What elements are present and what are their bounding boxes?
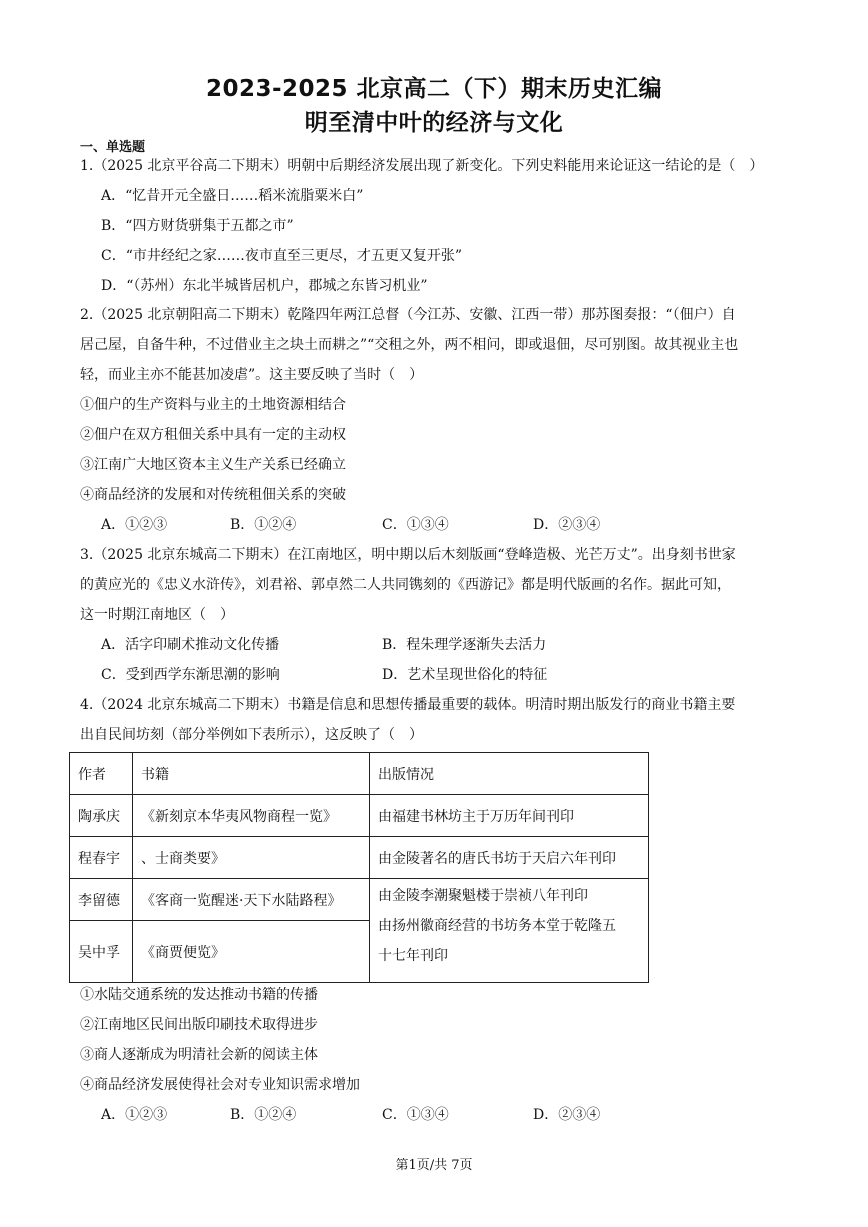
cell-author: 程春宇	[70, 837, 133, 879]
option-d: D．②③④	[533, 1107, 601, 1123]
option-d: D．②③④	[533, 517, 601, 533]
question-stem-line: 2.（2025 北京朝阳高二下期末）乾隆四年两江总督（今江苏、安徽、江西一带）那苏图奏报：“（佃户）自	[80, 307, 736, 323]
question-stem-line: 4.（2024 北京东城高二下期末）书籍是信息和思想传播最重要的载体。明清时期出版发行的商业书籍主要	[80, 697, 736, 713]
statement-2: ②佃户在双方租佃关系中具有一定的主动权	[80, 427, 346, 443]
cell-author: 李留德	[70, 879, 133, 921]
cell-author: 陶承庆	[70, 795, 133, 837]
statement-3: ③江南广大地区资本主义生产关系已经确立	[80, 457, 346, 473]
header-book: 书籍	[133, 753, 370, 795]
question-stem-line: 这一时期江南地区（ ）	[80, 607, 234, 623]
option-a: A．“忆昔开元全盛日……稻米流脂粟米白”	[101, 188, 364, 204]
option-d: D．艺术呈现世俗化的特征	[382, 667, 548, 683]
cell-book: 《商贾便览》	[133, 921, 370, 983]
question-stem-line: 轻，而业主亦不能甚加凌虐”。这主要反映了当时（ ）	[80, 367, 424, 383]
option-c: C．①③④	[382, 1107, 449, 1123]
option-c: C．受到西学东渐思潮的影响	[101, 667, 280, 683]
cell-author: 吴中孚	[70, 921, 133, 983]
cell-publication: 由扬州徽商经营的书坊务本堂于乾隆五十七年刊印	[378, 918, 616, 964]
statement-1: ①佃户的生产资料与业主的土地资源相结合	[80, 397, 346, 413]
question-stem-line: 3.（2025 北京东城高二下期末）在江南地区，明中期以后木刻版画“登峰造极、光芒万丈”。出身刻书世家	[80, 547, 736, 563]
books-table	[69, 752, 649, 983]
statement-1: ①水陆交通系统的发达推动书籍的传播	[80, 987, 318, 1003]
page-subtitle: 明至清中叶的经济与文化	[304, 110, 564, 136]
option-b: B．①②④	[230, 1107, 297, 1123]
option-d: D．“（苏州）东北半城皆居机户，郡城之东皆习机业”	[101, 278, 428, 294]
cell-publication-merged	[370, 879, 649, 983]
cell-publication: 由金陵著名的唐氏书坊于天启六年刊印	[370, 837, 649, 879]
table-header-row	[70, 753, 649, 795]
option-a: A．①②③	[101, 517, 168, 533]
option-c: C．①③④	[382, 517, 449, 533]
statement-2: ②江南地区民间出版印刷技术取得进步	[80, 1017, 318, 1033]
table-row	[70, 879, 649, 921]
option-a: A．活字印刷术推动文化传播	[101, 637, 280, 653]
statement-4: ④商品经济发展使得社会对专业知识需求增加	[80, 1077, 360, 1093]
table-row	[70, 795, 649, 837]
header-author: 作者	[70, 753, 133, 795]
table-row	[70, 837, 649, 879]
option-b: B．①②④	[230, 517, 297, 533]
question-stem-line: 出自民间坊刻（部分举例如下表所示），这反映了（ ）	[80, 727, 423, 743]
cell-publication: 由金陵李潮聚魁楼于崇祯八年刊印	[378, 888, 588, 904]
question-stem: 1.（2025 北京平谷高二下期末）明朝中后期经济发展出现了新变化。下列史料能用来论证这一结论的是（ ）	[80, 158, 764, 174]
question-stem-line: 居己屋，自备牛种，不过借业主之块土而耕之”“交租之外，两不相问，即或退佃，尽可别图。故其视业主也	[80, 337, 739, 353]
header-publication: 出版情况	[370, 753, 649, 795]
option-b: B．“四方财货骈集于五都之市”	[101, 218, 294, 234]
cell-book: 、士商类要》	[133, 837, 370, 879]
statement-4: ④商品经济的发展和对传统租佃关系的突破	[80, 487, 346, 503]
statement-3: ③商人逐渐成为明清社会新的阅读主体	[80, 1047, 318, 1063]
cell-publication: 由福建书林坊主于万历年间刊印	[370, 795, 649, 837]
section-heading: 一、单选题	[80, 140, 146, 155]
cell-book: 《新刻京本华夷风物商程一览》	[133, 795, 370, 837]
cell-book: 《客商一览醒迷·天下水陆路程》	[133, 879, 370, 921]
page-footer: 第1页/共 7页	[395, 1158, 473, 1173]
option-a: A．①②③	[101, 1107, 168, 1123]
option-c: C．“市井经纪之家……夜市直至三更尽，才五更又复开张”	[101, 248, 463, 264]
question-stem-line: 的黄应光的《忠义水浒传》，刘君裕、郭卓然二人共同镌刻的《西游记》都是明代版画的名作。据此可知，	[80, 577, 731, 593]
option-b: B．程朱理学逐渐失去活力	[382, 637, 547, 653]
page-title: 2023-2025 北京高二（下）期末历史汇编	[205, 76, 663, 102]
